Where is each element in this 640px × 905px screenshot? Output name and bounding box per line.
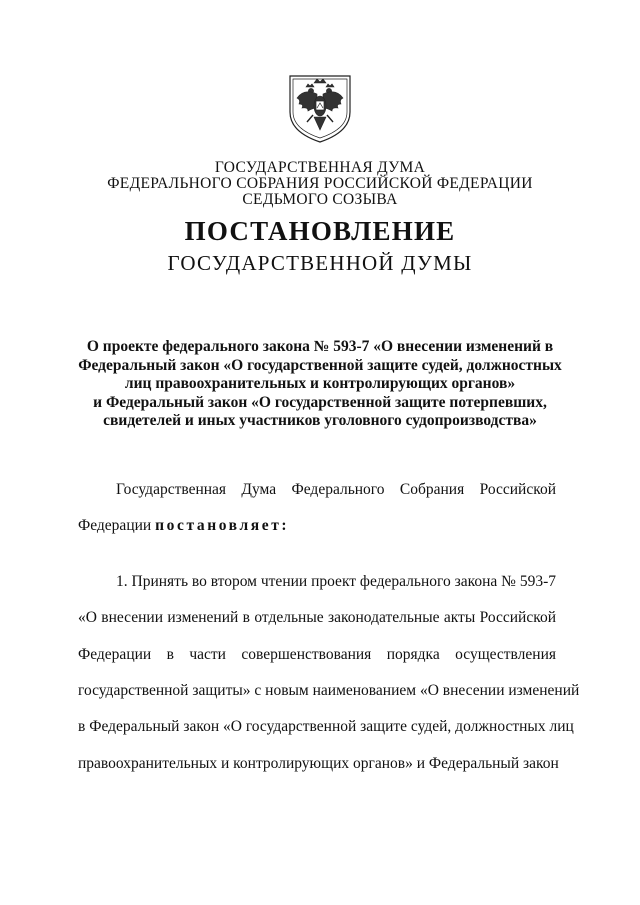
clause-1-line-1: 1. Принять во втором чтении проект федерального закона № 593-7	[116, 573, 556, 590]
clause-1-line-2: «О внесении изменений в отдельные законодательные акты Российской	[78, 609, 556, 626]
subject-line-3: лиц правоохранительных и контролирующих органов»	[124, 375, 516, 392]
preamble-prefix: Федерации	[78, 517, 156, 534]
clause-1-line-3: Федерации в части совершенствования порядка осуществления	[78, 646, 556, 663]
document-title: ПОСТАНОВЛЕНИЕ	[184, 216, 456, 246]
issuing-body-header	[0, 160, 640, 208]
preamble-line-2	[78, 516, 556, 536]
header-line-3: СЕДЬМОГО СОЗЫВА	[242, 191, 398, 208]
clause-1-line-6: правоохранительных и контролирующих органов» и Федеральный закон	[78, 755, 559, 772]
preamble-line-1: Государственная Дума Федерального Собрания Российской	[116, 481, 556, 498]
header-line-2: ФЕДЕРАЛЬНОГО СОБРАНИЯ РОССИЙСКОЙ ФЕДЕРАЦИИ	[107, 175, 533, 192]
subject-line-2: Федеральный закон «О государственной защите судей, должностных	[78, 356, 562, 374]
header-line-1: ГОСУДАРСТВЕННАЯ ДУМА	[214, 159, 426, 176]
subject-line-5: свидетелей и иных участников уголовного судопроизводства»	[103, 412, 537, 429]
coat-of-arms-emblem-icon	[284, 70, 356, 146]
clause-1-line-4: государственной защиты» с новым наименованием «О внесении изменений	[78, 682, 580, 699]
subject-line-4: и Федеральный закон «О государственной защите потерпевших,	[93, 393, 547, 411]
clause-1-line-5: в Федеральный закон «О государственной защите судей, должностных лиц	[78, 718, 574, 735]
subject-line-1: О проекте федерального закона № 593-7 «О внесении изменений в	[86, 338, 554, 355]
document-subtitle: ГОСУДАРСТВЕННОЙ ДУМЫ	[167, 251, 473, 275]
resolves-keyword: постановляет:	[155, 517, 290, 534]
document-subject	[60, 338, 580, 431]
